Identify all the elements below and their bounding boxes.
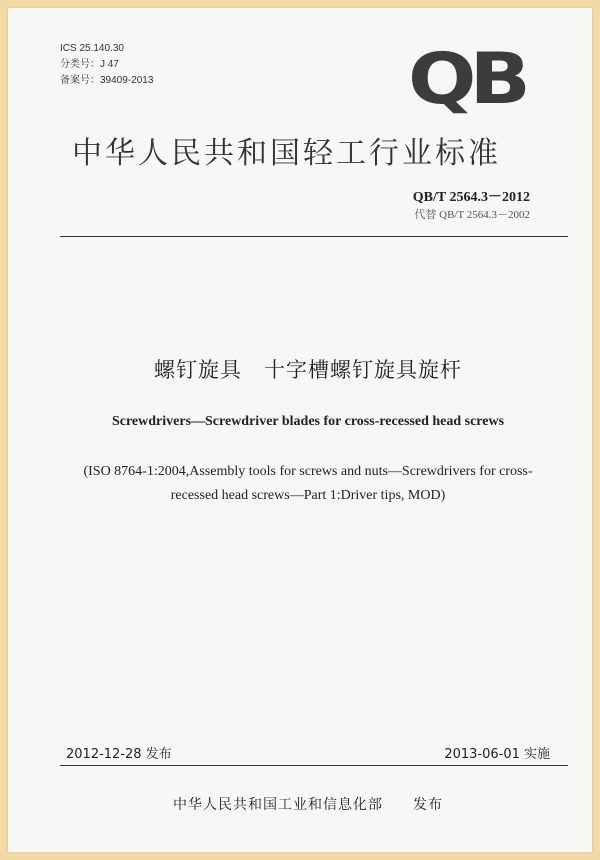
classification-block	[60, 41, 153, 89]
ics-code: ICS 25.140.30	[60, 43, 124, 54]
category-code: 分类号：J 47	[60, 59, 119, 70]
qb-logo: QB	[408, 38, 525, 120]
iso-reference: (ISO 8764-1:2004,Assembly tools for screws and nuts—Screwdrivers for cross-recessed head screws—Part 1:Driver tips, MOD)	[83, 464, 533, 503]
header-divider	[60, 236, 568, 237]
replaces-standard: 代替 QB/T 2564.3－2002	[414, 209, 530, 221]
footer-divider	[60, 765, 568, 766]
document-page	[8, 8, 592, 852]
issue-date: 2012-12-28 发布	[66, 747, 172, 762]
english-title: Screwdrivers—Screwdriver blades for cross-recessed head screws	[111, 414, 505, 429]
chinese-title: 螺钉旋具 十字槽螺钉旋具旋杆	[154, 358, 462, 382]
standard-number: QB/T 2564.3－2012	[412, 190, 530, 205]
issuing-authority: 中华人民共和国工业和信息化部 发布	[173, 797, 443, 813]
effective-date: 2013-06-01 实施	[444, 747, 550, 762]
record-number: 备案号：39409-2013	[60, 75, 154, 86]
standard-title: 中华人民共和国轻工行业标准	[72, 136, 501, 171]
